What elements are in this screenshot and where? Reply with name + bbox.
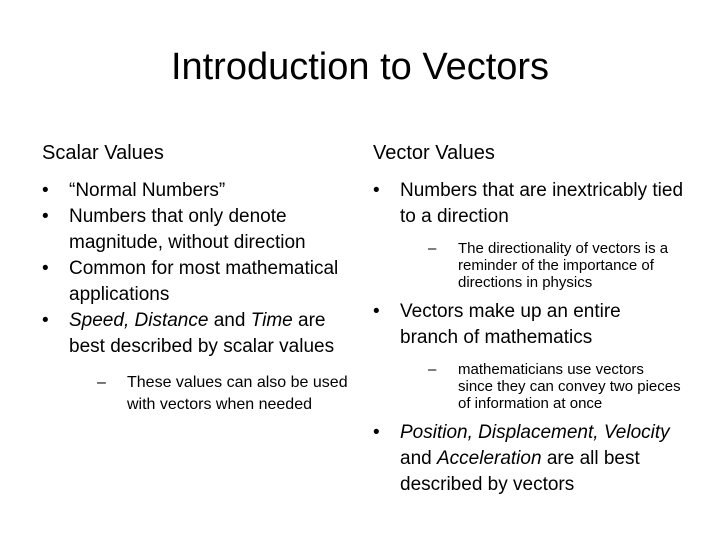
dash-mark: – (428, 240, 437, 257)
bullet-mark: • (42, 206, 49, 227)
slide-title: Introduction to Vectors (170, 46, 550, 88)
sub-bullet-text: mathematicians use vectors since they can convey two pieces of information at once (458, 361, 681, 412)
bullet-text (69, 310, 334, 357)
bullet-text: Common for most mathematical applications (69, 258, 339, 305)
scalar-column (42, 140, 352, 416)
vector-bullet-list (373, 178, 683, 498)
scalar-bullet (42, 308, 352, 416)
scalar-bullet (42, 256, 352, 308)
scalar-bullet (42, 178, 352, 204)
bullet-text (400, 422, 670, 495)
scalar-bullet (42, 204, 352, 256)
bullet-mark: • (373, 422, 380, 443)
bullet-mark: • (373, 301, 380, 322)
plain-text: and (208, 310, 251, 331)
vector-sub-bullet (428, 240, 683, 291)
bullet-text: Vectors make up an entire branch of mathematics (400, 301, 621, 348)
plain-text: are best described by scalar values (69, 310, 335, 357)
sub-bullet-text: These values can also be used with vectors when needed (127, 374, 348, 413)
scalar-heading: Scalar Values (42, 142, 164, 164)
plain-text: are all best described by vectors (400, 448, 640, 495)
bullet-mark: • (42, 258, 49, 279)
plain-text: and (400, 448, 437, 469)
italic-term: Position, Displacement, Velocity (400, 422, 670, 443)
bullet-mark: • (42, 310, 49, 331)
vector-bullet (373, 299, 683, 412)
scalar-sub-bullet (97, 372, 352, 416)
bullet-text: “Normal Numbers” (69, 180, 226, 201)
vector-bullet (373, 178, 683, 291)
bullet-text: Numbers that are inextricably tied to a direction (400, 180, 684, 227)
bullet-text: Numbers that only denote magnitude, without direction (69, 206, 306, 253)
italic-term: Time (250, 310, 293, 331)
vector-column (373, 140, 683, 506)
italic-term: Acceleration (436, 448, 542, 469)
bullet-mark: • (42, 180, 49, 201)
italic-term: Speed, Distance (69, 310, 209, 331)
scalar-bullet-list (42, 178, 352, 416)
dash-mark: – (97, 374, 106, 391)
vector-bullet (373, 420, 683, 498)
sub-bullet-text: The directionality of vectors is a reminder of the importance of directions in physics (458, 240, 669, 291)
vector-sub-bullet (428, 361, 683, 412)
bullet-mark: • (373, 180, 380, 201)
vector-heading: Vector Values (373, 142, 495, 164)
dash-mark: – (428, 361, 437, 378)
